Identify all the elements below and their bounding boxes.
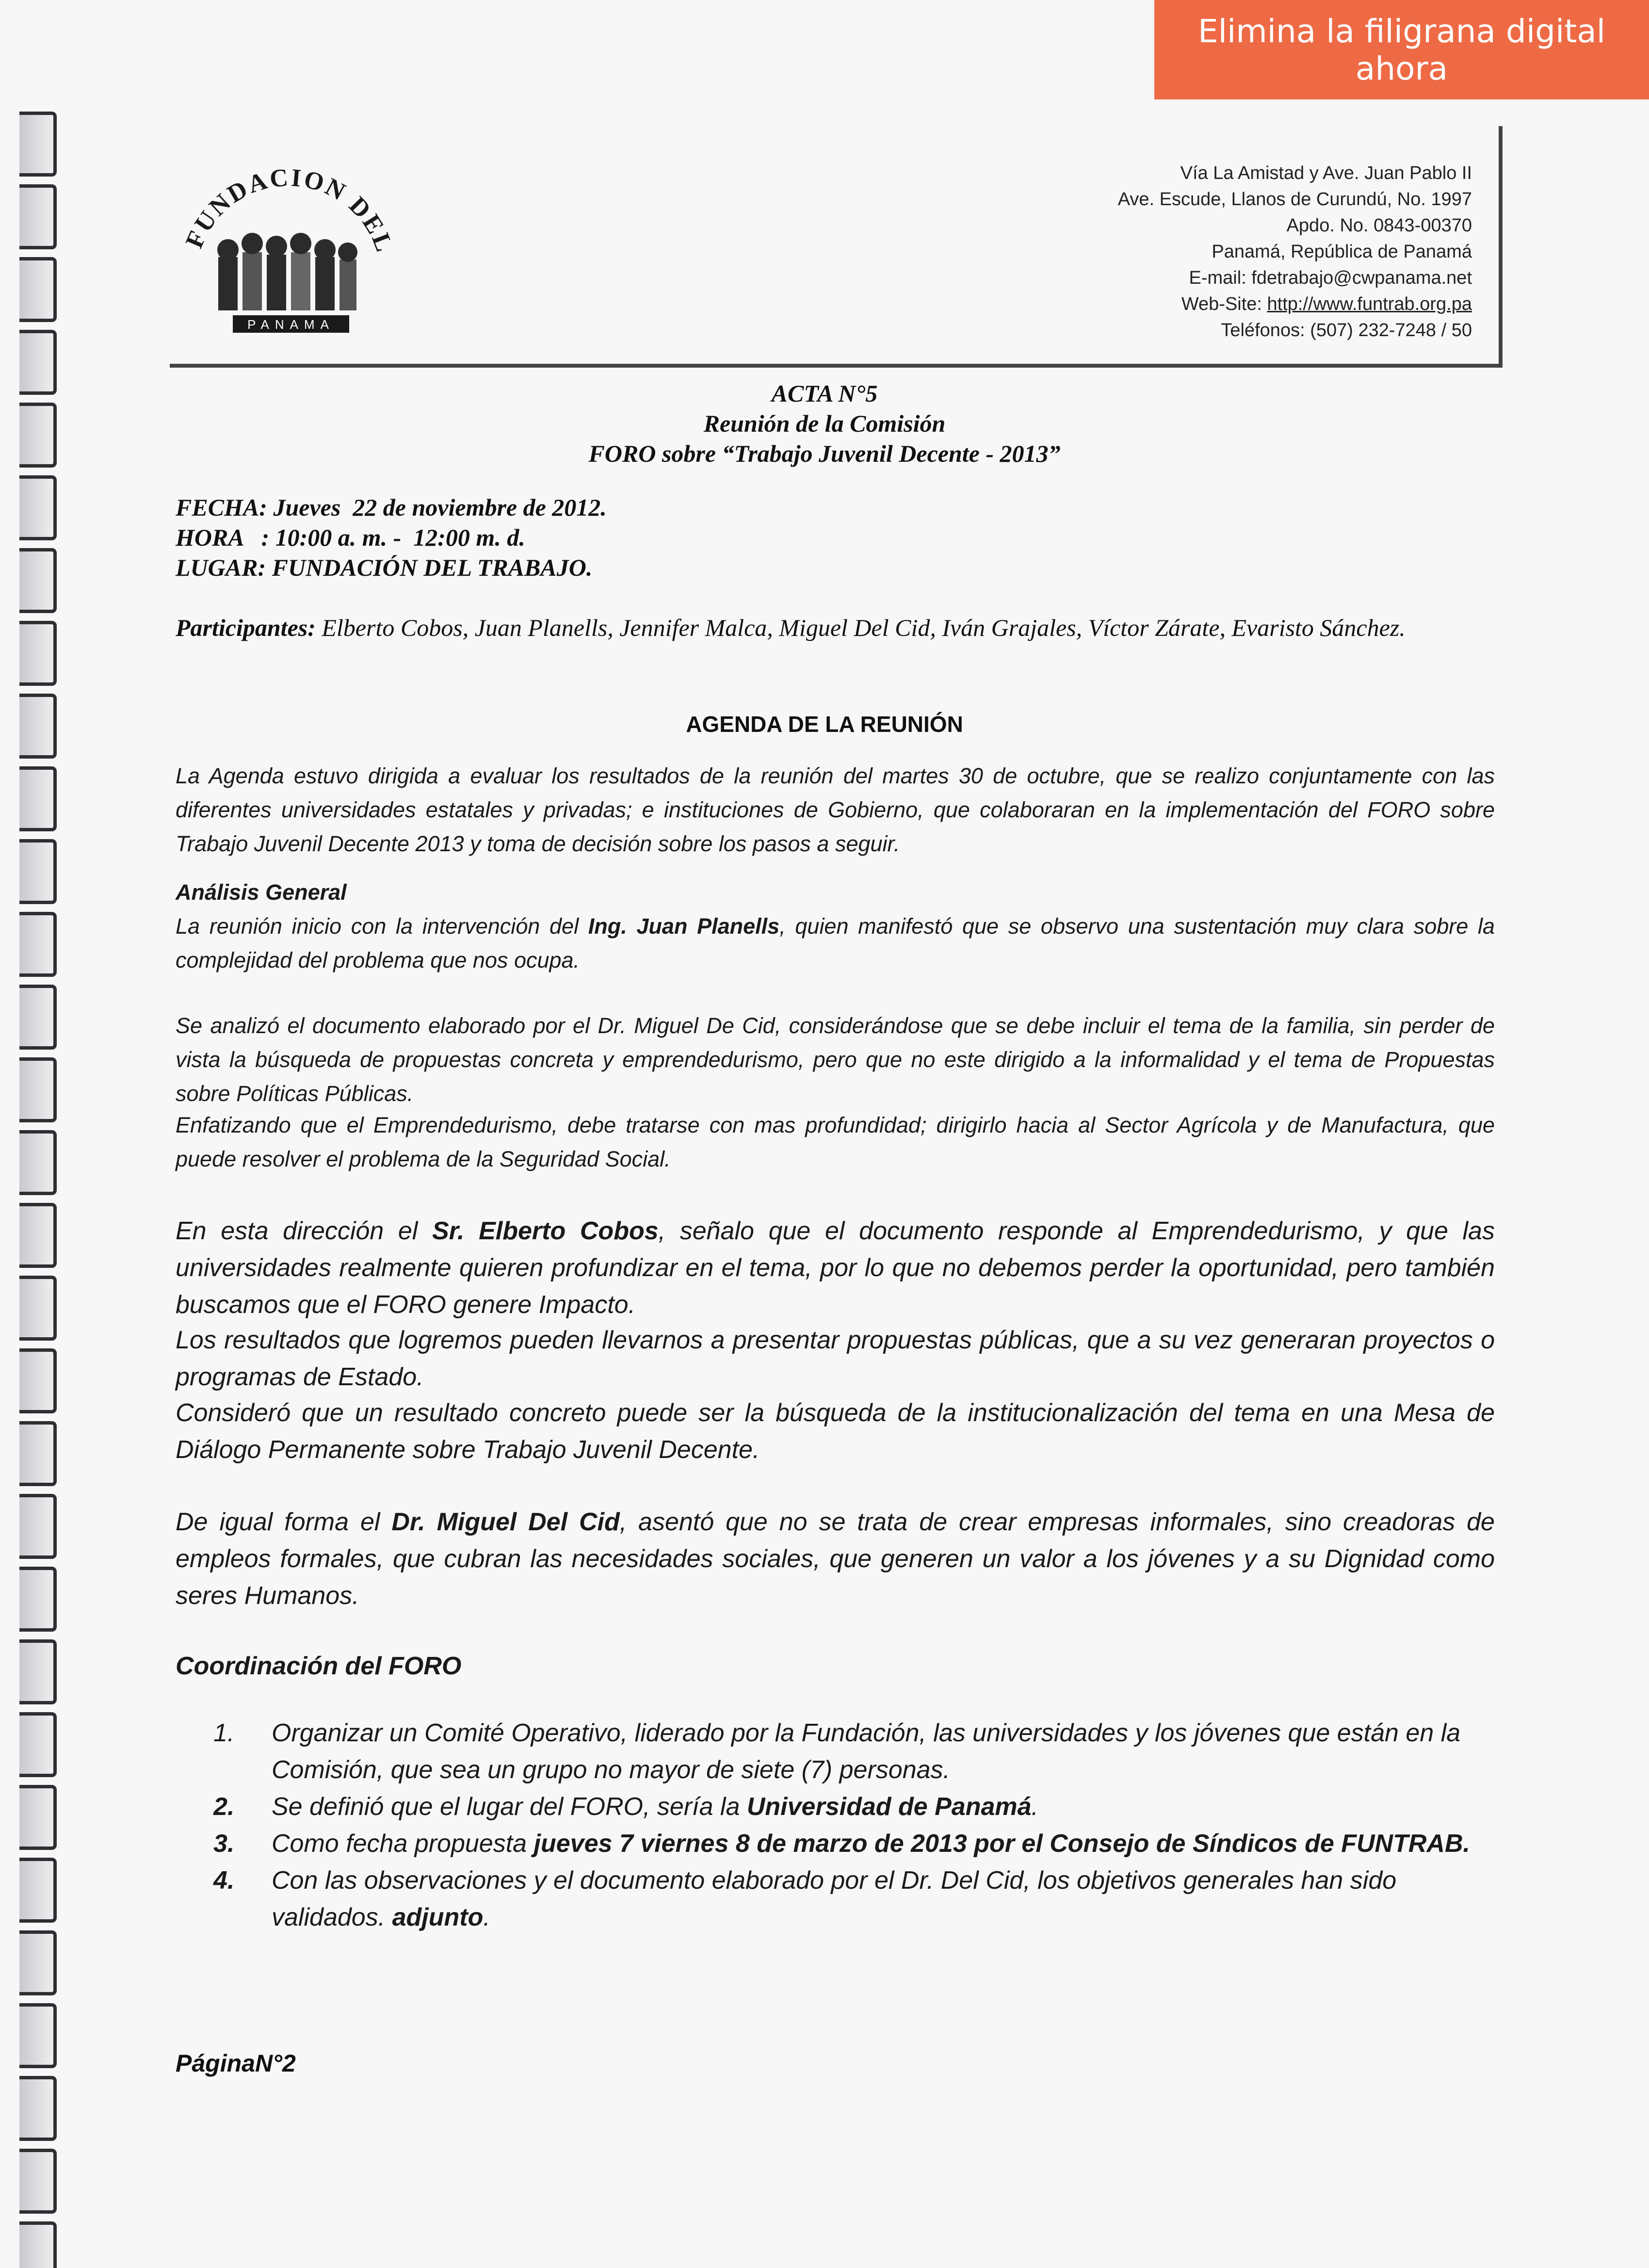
considero-paragraph: Consideró que un resultado concreto puede ser la búsqueda de la institucionalización del tema en una Mesa de Diálogo Permanente sobre Trabajo Juvenil Decente. (176, 1399, 1495, 1464)
meta-lugar: LUGAR: FUNDACIÓN DEL TRABAJO. (176, 554, 593, 581)
fundacion-logo (175, 136, 403, 344)
spiral-ring (19, 839, 57, 904)
spiral-ring (19, 1712, 57, 1777)
spiral-ring (19, 985, 57, 1050)
cobos-name: Sr. Elberto Cobos (432, 1217, 659, 1245)
list-bold: Universidad de Panamá (746, 1793, 1032, 1821)
title-foro: FORO sobre “Trabajo Juvenil Decente - 2013” (588, 440, 1061, 467)
title-reunion: Reunión de la Comisión (703, 410, 946, 437)
delcid-end: , asentó que no se trata de crear empresas informales, sino creadoras de empleos formales, que cubran las necesidades sociales, que generen un valor a los jóvenes y a su Dignidad como seres Humanos. (176, 1508, 1495, 1610)
participants (176, 612, 1495, 643)
document-title (0, 378, 1649, 469)
spiral-ring (19, 475, 57, 540)
meta-fecha: FECHA: Jueves 22 de noviembre de 2012. (176, 494, 607, 521)
meta-hora: HORA : 10:00 a. m. - 12:00 m. d. (176, 524, 525, 551)
spiral-ring (19, 112, 57, 177)
letterhead-address (938, 160, 1472, 343)
address-line: Ave. Escude, Llanos de Curundú, No. 1997 (1117, 189, 1472, 210)
spiral-ring (19, 2221, 57, 2268)
analysis-p1-start: La reunión inicio con la intervención del (176, 914, 588, 939)
participants-label: Participantes: (176, 614, 316, 641)
list-text: . (483, 1903, 490, 1931)
cobos-end: , señalo que el documento responde al Emprendedurismo, y que las universidades realmente quieren profundizar en el tema, por lo que no debemos perder la oportunidad, pero también buscamos que el FORO genere Impacto. (176, 1217, 1495, 1319)
spiral-ring (19, 1348, 57, 1413)
spiral-ring (19, 1858, 57, 1923)
spiral-ring (19, 912, 57, 977)
analysis-paragraph-3: Enfatizando que el Emprendedurismo, debe tratarse con mas profundidad; dirigirlo hacia al Sector Agrícola y de Manufactura, que puede resolver el problema de la Seguridad Social. (176, 1113, 1495, 1171)
address-line: Vía La Amistad y Ave. Juan Pablo II (1180, 163, 1472, 183)
cobos-start: En esta dirección el (176, 1217, 432, 1245)
address-line: E-mail: fdetrabajo@cwpanama.net (1189, 268, 1472, 288)
website-line (938, 291, 1472, 317)
svg-text:PANAMA: PANAMA (247, 317, 335, 332)
delcid-start: De igual forma el (176, 1508, 392, 1536)
spiral-ring (19, 1785, 57, 1850)
spiral-ring (19, 184, 57, 249)
website-link[interactable]: http://www.funtrab.org.pa (1267, 294, 1472, 314)
agenda-paragraph: La Agenda estuvo dirigida a evaluar los resultados de la reunión del martes 30 de octubre, que se realizo conjuntamente con las diferentes universidades estatales y privadas; e instituciones de Gobierno, que colaboraran en la implementación del FORO sobre Trabajo Juvenil Decente 2013 y toma de decisión sobre los pasos a seguir. (176, 763, 1495, 856)
analysis-p1-name: Ing. Juan Planells (588, 914, 780, 939)
phones-line: Teléfonos: (507) 232-7248 / 50 (1221, 320, 1472, 340)
delcid-paragraph (176, 1504, 1495, 1614)
list-text: Organizar un Comité Operativo, liderado por la Fundación, las universidades y los jóvenes que están en la Comisión, que sea un grupo no mayor de siete (7) personas. (272, 1719, 1461, 1784)
coordination-list (213, 1715, 1494, 1936)
spiral-binding (0, 0, 63, 2268)
list-item (213, 1862, 1494, 1936)
website-label: Web-Site: (1181, 294, 1267, 314)
spiral-ring (19, 2149, 57, 2214)
title-acta: ACTA N°5 (771, 380, 878, 407)
resultados-paragraph: Los resultados que logremos pueden llevarnos a presentar propuestas públicas, que a su vez generaran proyectos o programas de Estado. (176, 1326, 1495, 1391)
list-number: 3. (213, 1830, 235, 1858)
list-number: 2. (213, 1793, 235, 1821)
list-item (213, 1715, 1494, 1788)
address-line: Panamá, República de Panamá (1212, 242, 1472, 262)
list-number: 4. (213, 1866, 235, 1895)
spiral-ring (19, 766, 57, 831)
list-text: Como fecha propuesta (272, 1830, 534, 1858)
agenda-heading: AGENDA DE LA REUNIÓN (686, 712, 963, 737)
list-text: Con las observaciones y el documento elaborado por el Dr. Del Cid, los objetivos generales han sido validados. (272, 1866, 1397, 1931)
analysis-paragraph-1 (176, 909, 1495, 977)
spiral-ring (19, 1276, 57, 1341)
list-item (213, 1825, 1494, 1862)
spiral-ring (19, 2076, 57, 2141)
participants-list: Elberto Cobos, Juan Planells, Jennifer Malca, Miguel Del Cid, Iván Grajales, Víctor Zárate, Evaristo Sánchez. (315, 614, 1406, 641)
spiral-ring (19, 1930, 57, 1995)
spiral-ring (19, 1203, 57, 1268)
list-text: . (1031, 1793, 1038, 1821)
remove-watermark-button[interactable]: Elimina la filigrana digital ahora (1154, 0, 1649, 99)
spiral-ring (19, 2003, 57, 2068)
delcid-name: Dr. Miguel Del Cid (391, 1508, 620, 1536)
address-line: Apdo. No. 0843-00370 (1286, 215, 1472, 236)
page-number: PáginaN°2 (176, 2050, 296, 2077)
spiral-ring (19, 548, 57, 613)
spiral-ring (19, 1421, 57, 1486)
analysis-heading: Análisis General (176, 880, 347, 905)
meeting-meta (176, 492, 607, 583)
cobos-paragraph (176, 1213, 1495, 1323)
coordination-heading: Coordinación del FORO (176, 1652, 462, 1680)
spiral-ring (19, 1130, 57, 1195)
svg-text:FUNDACION DEL TRABAJO: FUNDACION DEL (180, 163, 399, 256)
spiral-ring (19, 1567, 57, 1632)
list-bold: jueves 7 viernes 8 de marzo de 2013 por el Consejo de Síndicos de FUNTRAB. (534, 1830, 1470, 1858)
analysis-paragraph-2: Se analizó el documento elaborado por el Dr. Miguel De Cid, considerándose que se debe incluir el tema de la familia, sin perder de vista la búsqueda de propuestas concreta y emprendedurismo, pero que no este dirigido a la informalidad y el tema de Propuestas sobre Políticas Públicas. (176, 1013, 1495, 1106)
list-number: 1. (213, 1719, 235, 1747)
spiral-ring (19, 257, 57, 322)
spiral-ring (19, 1494, 57, 1559)
spiral-ring (19, 1057, 57, 1122)
spiral-ring (19, 1639, 57, 1704)
list-item (213, 1788, 1494, 1825)
analysis-p1-end: , quien manifestó que se observo una sustentación muy clara sobre la complejidad del problema que nos ocupa. (176, 914, 1495, 972)
list-text: Se definió que el lugar del FORO, sería la (272, 1793, 747, 1821)
list-bold: adjunto (392, 1903, 484, 1931)
spiral-ring (19, 621, 57, 686)
